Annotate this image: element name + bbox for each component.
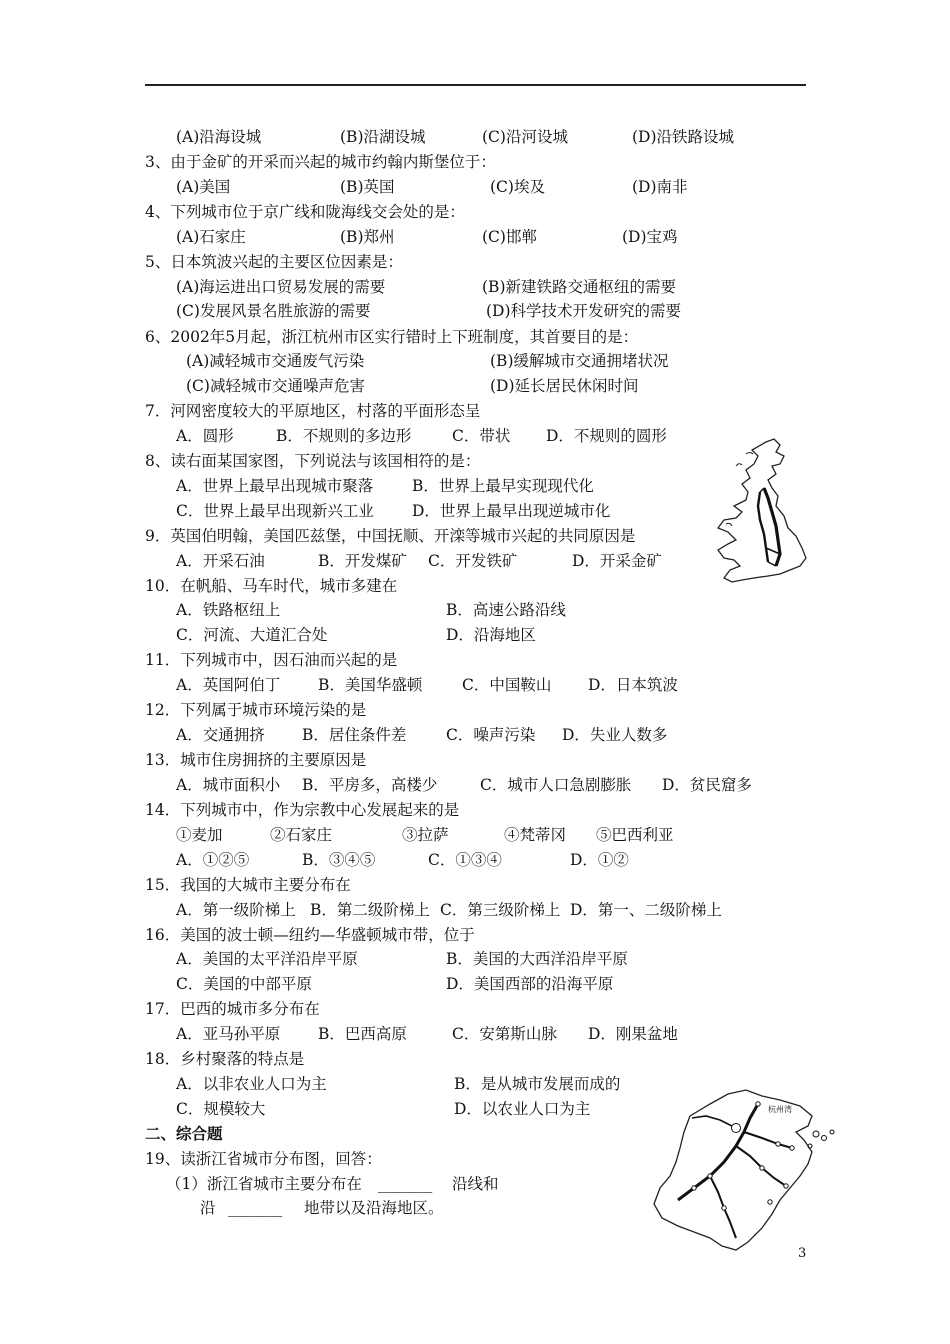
option-b: (B)缓解城市交通拥堵状况	[490, 352, 669, 370]
option-c: C．带状	[452, 427, 511, 445]
option-b: (B)新建铁路交通枢纽的需要	[482, 278, 676, 296]
q5-stem: 5、日本筑波兴起的主要区位因素是：	[145, 253, 403, 271]
option-d: D．①②	[570, 851, 629, 869]
island	[830, 1130, 834, 1134]
zhejiang-map-figure	[650, 1082, 840, 1254]
option-c: C．安第斯山脉	[452, 1025, 557, 1043]
q12-stem: 12．下列属于城市环境污染的是	[145, 701, 367, 719]
option-c: C．噪声污染	[446, 726, 536, 744]
option-b: B．开发煤矿	[318, 552, 407, 570]
option-b: B．第二级阶梯上	[310, 901, 430, 919]
option-a: A．交通拥挤	[176, 726, 265, 744]
option-c: C．美国的中部平原	[176, 975, 312, 993]
option-c: (C)减轻城市交通噪声危害	[186, 377, 365, 395]
option-d: D．日本筑波	[588, 676, 678, 694]
option-d: D．不规则的圆形	[546, 427, 667, 445]
option-b: B．居住条件差	[302, 726, 407, 744]
railway-west	[692, 1116, 736, 1128]
q17-stem: 17．巴西的城市多分布在	[145, 1000, 320, 1018]
q6-stem: 6、2002年5月起，浙江杭州市区实行错时上下班制度，其首要目的是：	[145, 328, 639, 346]
city-marker	[790, 1146, 794, 1150]
item-1: ①麦加	[176, 826, 223, 844]
option-a: A．亚马孙平原	[176, 1025, 281, 1043]
city-marker	[756, 1102, 760, 1106]
answer-blank-2: _______	[228, 1199, 283, 1217]
option-c: (C)邯郸	[482, 228, 537, 246]
city-marker	[708, 1174, 712, 1178]
option-a: A．英国阿伯丁	[176, 676, 281, 694]
option-a: (A)石家庄	[176, 228, 246, 246]
option-b: (B)郑州	[340, 228, 395, 246]
option-c: (C)埃及	[490, 178, 545, 196]
option-b: B．高速公路沿线	[446, 601, 566, 619]
option-a: A．第一级阶梯上	[176, 901, 296, 919]
option-c: C．城市人口急剧膨胀	[480, 776, 632, 794]
railway-branch	[710, 1132, 792, 1238]
option-c: C．第三级阶梯上	[440, 901, 561, 919]
option-b: B．世界上最早实现现代化	[412, 477, 594, 495]
option-b: B．美国的大西洋沿岸平原	[446, 950, 628, 968]
option-b: B．不规则的多边形	[276, 427, 412, 445]
uk-outline	[718, 439, 806, 582]
q9-stem: 9．英国伯明翰，美国匹兹堡，中国抚顺、开滦等城市兴起的共同原因是	[145, 527, 636, 545]
q19-part1-text: （1）浙江省城市主要分布在	[166, 1175, 362, 1193]
option-d: D．贫民窟多	[662, 776, 752, 794]
city-markers	[692, 1102, 794, 1210]
option-a: A．世界上最早出现城市聚落	[176, 477, 374, 495]
city-marker	[692, 1186, 696, 1190]
option-b: B．③④⑤	[302, 851, 376, 869]
option-d: D．失业人数多	[562, 726, 668, 744]
option-a: A．美国的太平洋沿岸平原	[176, 950, 358, 968]
option-d: (D)南非	[632, 178, 688, 196]
hangzhou-bay-label: 杭州湾	[768, 1105, 792, 1114]
option-a: (A)沿海设城	[176, 128, 262, 146]
option-b: (B)沿湖设城	[340, 128, 426, 146]
option-c: C．规模较大	[176, 1100, 266, 1118]
q15-stem: 15．我国的大城市主要分布在	[145, 876, 351, 894]
q8-stem: 8、读右面某国家图，下列说法与该国相符的是：	[145, 452, 481, 470]
option-a: A．开采石油	[176, 552, 265, 570]
city-marker	[732, 1124, 741, 1133]
option-d: D．刚果盆地	[588, 1025, 678, 1043]
item-4: ④梵蒂冈	[504, 826, 567, 844]
option-a: A．以非农业人口为主	[176, 1075, 327, 1093]
q11-stem: 11．下列城市中，因石油而兴起的是	[145, 651, 398, 669]
option-d: (D)宝鸡	[622, 228, 678, 246]
q7-stem: 7．河网密度较大的平原地区，村落的平面形态呈	[145, 402, 481, 420]
option-c: C．①③④	[428, 851, 502, 869]
option-d: (D)延长居民休闲时间	[490, 377, 639, 395]
city-marker	[768, 1200, 772, 1204]
q10-stem: 10．在帆船、马车时代，城市多建在	[145, 577, 398, 595]
option-d: D．以农业人口为主	[454, 1100, 591, 1118]
header-rule	[145, 84, 806, 86]
option-d: (D)科学技术开发研究的需要	[486, 302, 682, 320]
option-d: D．第一、二级阶梯上	[570, 901, 722, 919]
q3-stem: 3、由于金矿的开采而兴起的城市约翰内斯堡位于：	[145, 153, 496, 171]
islands	[808, 1130, 834, 1148]
city-marker	[776, 1142, 780, 1146]
q19-part1-text: 沿线和	[452, 1175, 499, 1193]
option-a: (A)海运进出口贸易发展的需要	[176, 278, 386, 296]
option-b: B．平房多，高楼少	[302, 776, 438, 794]
option-d: D．开采金矿	[572, 552, 662, 570]
option-b: B．巴西高原	[318, 1025, 407, 1043]
q14-stem: 14．下列城市中，作为宗教中心发展起来的是	[145, 801, 460, 819]
option-c: C．河流、大道汇合处	[176, 626, 328, 644]
island	[813, 1131, 819, 1137]
option-d: (D)沿铁路设城	[632, 128, 735, 146]
city-marker	[784, 1184, 788, 1188]
option-b: (B)英国	[340, 178, 395, 196]
page-number: 3	[798, 1246, 807, 1261]
option-b: B．美国华盛顿	[318, 676, 423, 694]
option-a: A．城市面积小	[176, 776, 281, 794]
answer-blank-1: _______	[378, 1175, 433, 1193]
city-marker	[760, 1166, 764, 1170]
option-c: (C)发展风景名胜旅游的需要	[176, 302, 371, 320]
q16-stem: 16．美国的波士顿—纽约—华盛顿城市带，位于	[145, 926, 475, 944]
uk-map-figure	[706, 436, 818, 586]
option-a: A．圆形	[176, 427, 234, 445]
option-c: (C)沿河设城	[482, 128, 568, 146]
option-c: C．中国鞍山	[462, 676, 552, 694]
option-a: A．①②⑤	[176, 851, 250, 869]
section-heading: 二、综合题	[145, 1124, 223, 1143]
option-b: B．是从城市发展而成的	[454, 1075, 621, 1093]
option-a: (A)减轻城市交通废气污染	[186, 352, 365, 370]
option-c: C．开发铁矿	[428, 552, 518, 570]
q13-stem: 13．城市住房拥挤的主要原因是	[145, 751, 367, 769]
item-2: ②石家庄	[270, 826, 333, 844]
zhejiang-outline	[654, 1090, 812, 1250]
island	[822, 1136, 827, 1141]
option-d: D．沿海地区	[446, 626, 536, 644]
option-d: D．世界上最早出现逆城市化	[412, 502, 611, 520]
q19-part1-text: 沿	[200, 1199, 216, 1217]
option-c: C．世界上最早出现新兴工业	[176, 502, 374, 520]
q19-part1-text: 地带以及沿海地区。	[304, 1199, 444, 1217]
option-a: A．铁路枢纽上	[176, 601, 281, 619]
q19-stem: 19、读浙江省城市分布图，回答：	[145, 1150, 382, 1168]
option-a: (A)美国	[176, 178, 231, 196]
item-3: ③拉萨	[402, 826, 449, 844]
item-5: ⑤巴西利亚	[596, 826, 674, 844]
option-d: D．美国西部的沿海平原	[446, 975, 614, 993]
q4-stem: 4、下列城市位于京广线和陇海线交会处的是：	[145, 203, 465, 221]
city-marker	[722, 1206, 726, 1210]
q18-stem: 18．乡村聚落的特点是	[145, 1050, 305, 1068]
rail-line-west	[758, 492, 768, 562]
